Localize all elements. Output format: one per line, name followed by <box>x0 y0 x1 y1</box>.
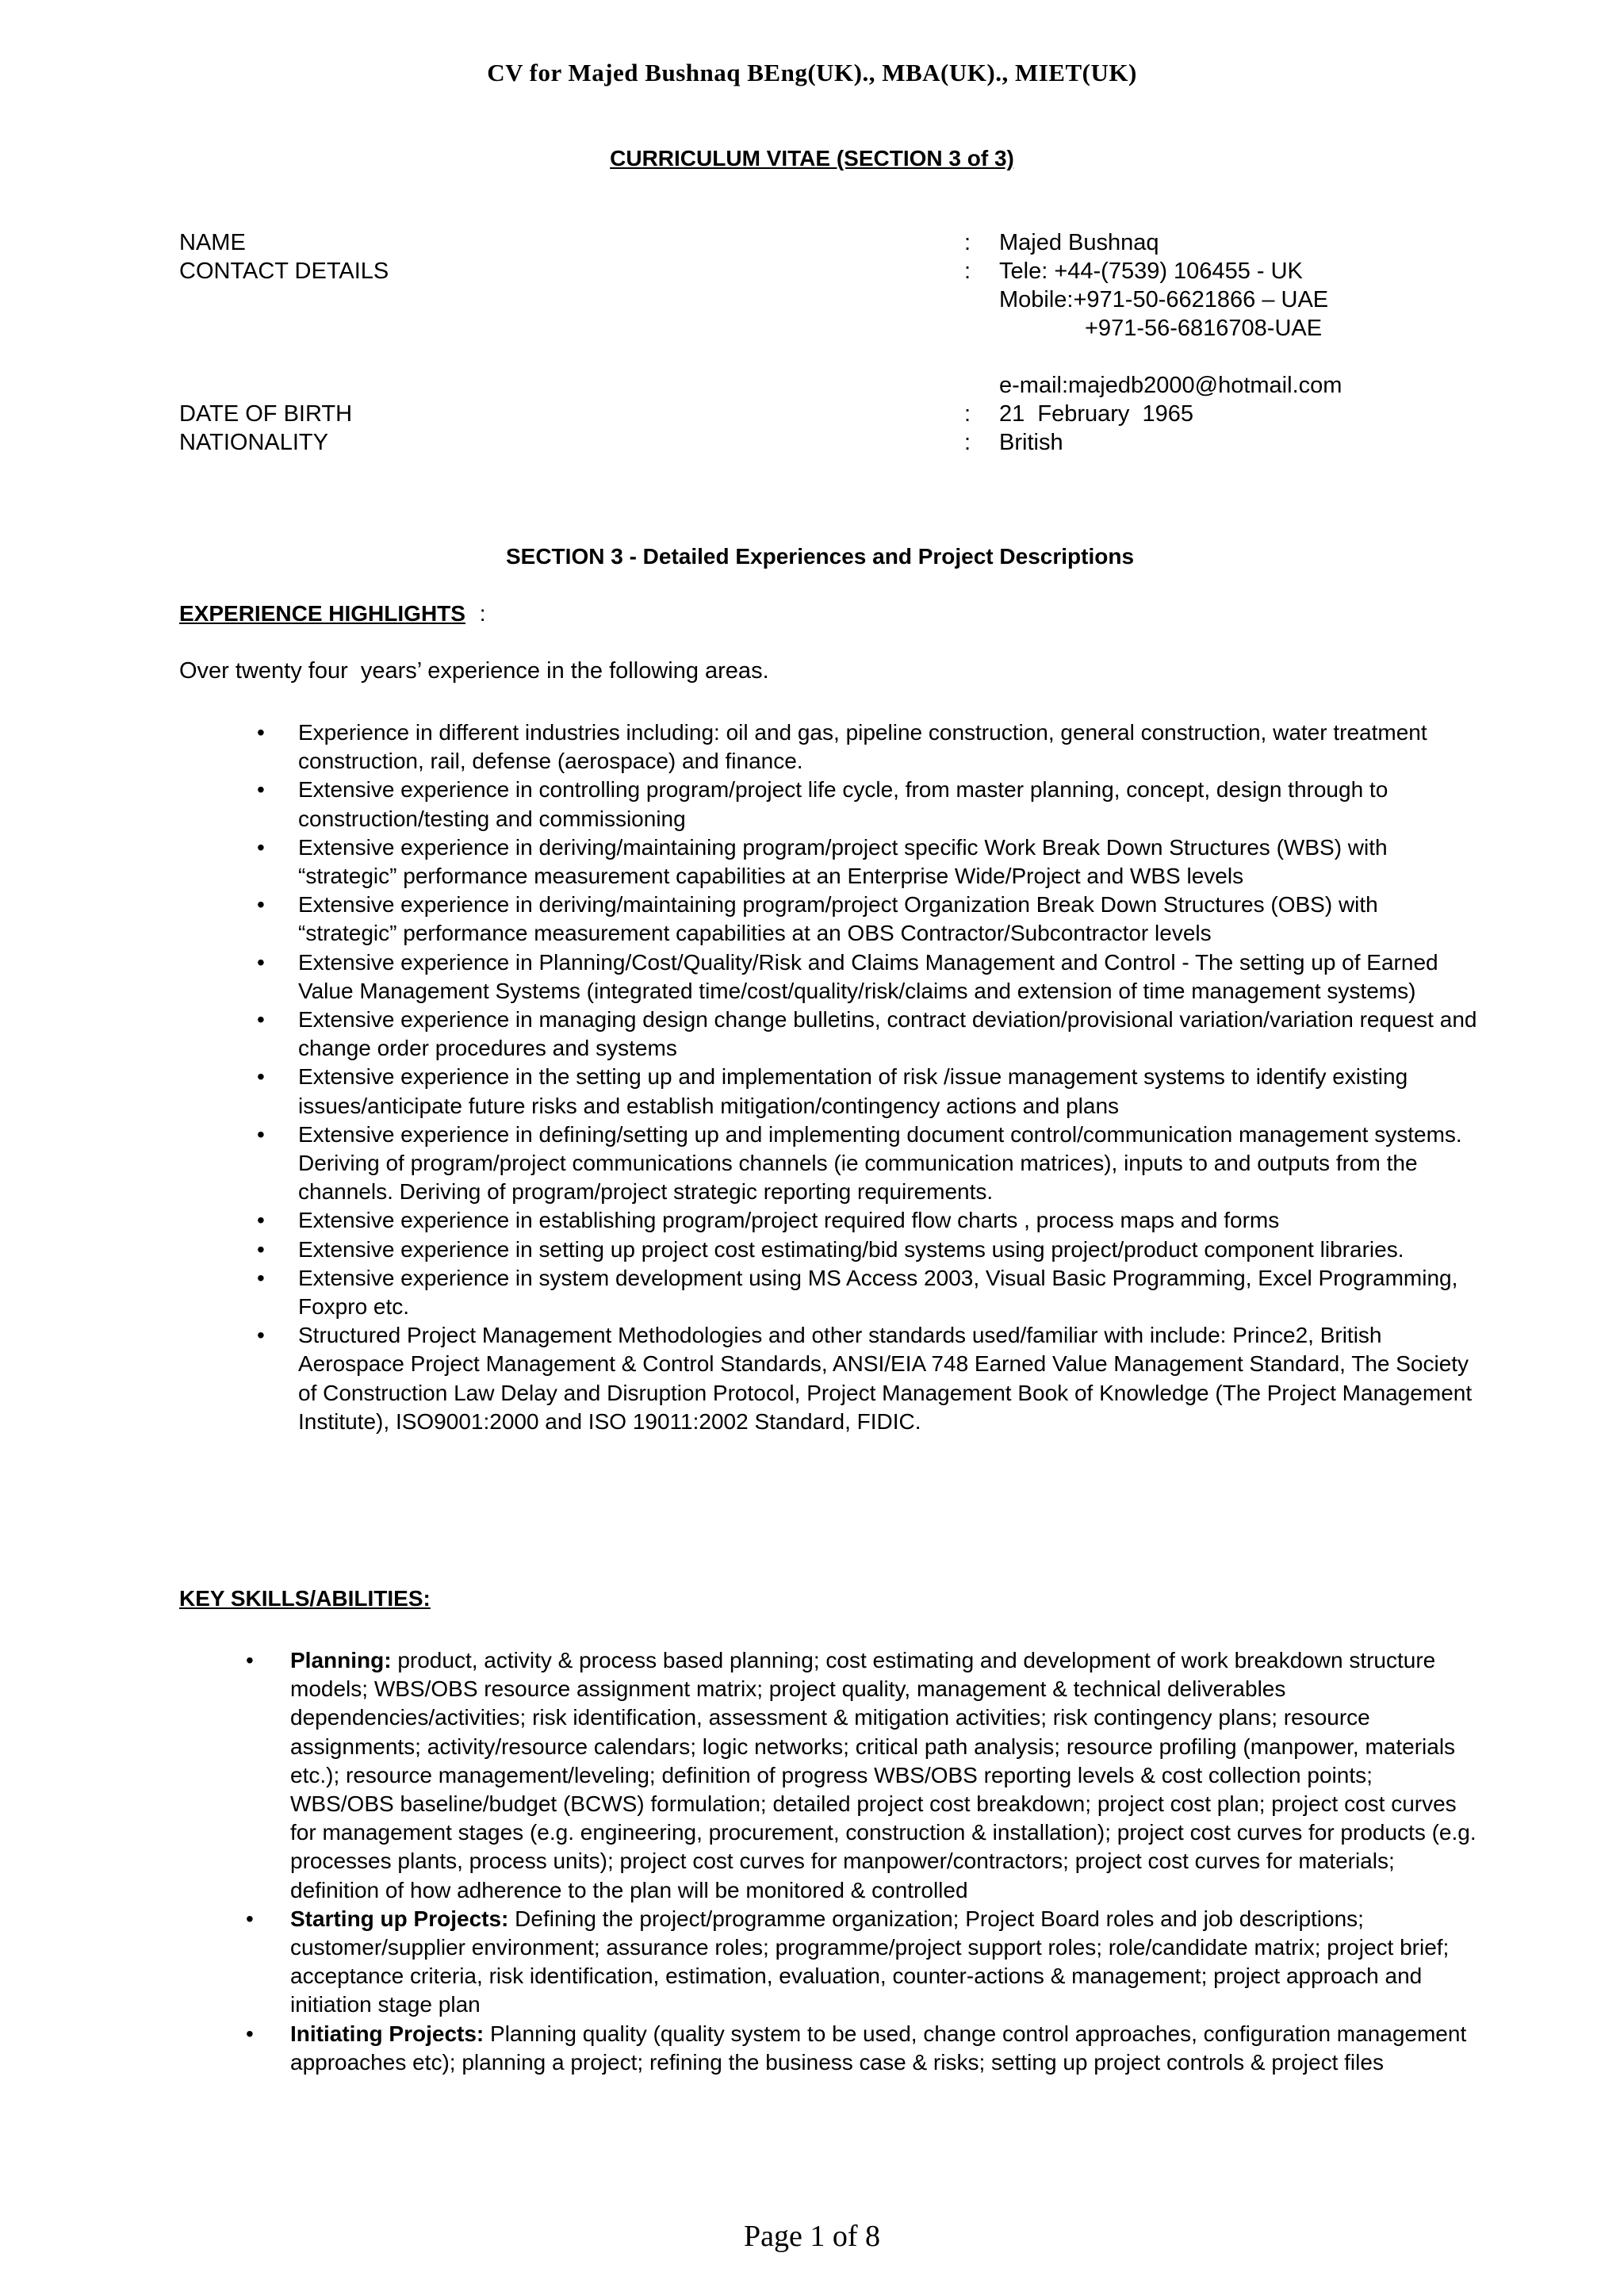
list-item <box>179 1006 1480 1063</box>
list-item <box>179 2020 1480 2077</box>
contact-row-mobile-2 <box>179 314 1480 343</box>
list-item-text: Extensive experience in establishing program/project required flow charts , process maps and forms <box>298 1208 1280 1233</box>
skill-text: Planning quality (quality system to be used, change control approaches, configuration management approaches etc); planning a project; refining the business case & risks; setting up project controls & project files <box>290 2021 1467 2075</box>
contact-mobile-2: +971-56-6816708-UAE <box>1085 316 1323 341</box>
page-number: Page 1 of 8 <box>743 2220 881 2253</box>
bullet-icon: • <box>257 1236 265 1262</box>
key-skills-list <box>179 1646 1480 2077</box>
list-item <box>179 833 1480 891</box>
bullet-icon: • <box>257 892 265 918</box>
page-header-title: CV for Majed Bushnaq BEng(UK)., MBA(UK)., MIET(UK) <box>487 59 1137 86</box>
contact-row-email <box>179 371 1480 400</box>
list-item-text: Extensive experience in setting up project cost estimating/bid systems using project/product component libraries. <box>298 1236 1404 1262</box>
list-item-text: Extensive experience in deriving/maintaining program/project Organization Break Down Structures (OBS) with “strategic” performance measurement capabilities at an OBS Contractor/Subcontractor levels <box>298 892 1378 946</box>
colon: : <box>964 430 971 455</box>
bullet-icon: • <box>257 777 265 803</box>
section-title-text: SECTION 3 - Detailed Experiences and Project Descriptions <box>505 544 1135 569</box>
experience-heading-colon: : <box>479 601 486 626</box>
skill-text: Defining the project/programme organization; Project Board roles and job descriptions; customer/supplier environment; assurance roles; programme/project support roles; role/candidate matrix; project brief; acceptance criteria, risk identification, estimation, evaluation, counter-actions & management; project approach and initiation stage plan <box>290 1906 1450 2017</box>
contact-row-mobile <box>179 285 1480 314</box>
bullet-icon: • <box>257 1265 265 1290</box>
document-title: CURRICULUM VITAE (SECTION 3 of 3) <box>610 146 1014 170</box>
dob-row <box>179 400 1480 428</box>
experience-heading <box>179 601 486 626</box>
list-item-text: Extensive experience in defining/setting up and implementing document control/communication management systems. Deriving of program/project communications channels (ie communication matrices), inputs to and outputs from the channels. Deriving of program/project strategic reporting requirements. <box>298 1121 1462 1205</box>
colon: : <box>964 401 971 427</box>
list-item-text: Extensive experience in deriving/maintaining program/project specific Work Break Down Structures (WBS) with “strategic” performance measurement capabilities at an Enterprise Wide/Project and WBS levels <box>298 834 1388 889</box>
list-item <box>179 1905 1480 2020</box>
dob-value: 21 February 1965 <box>999 401 1194 427</box>
contact-mobile-1: Mobile:+971-50-6621866 – UAE <box>999 287 1329 312</box>
nationality-value: British <box>999 430 1063 455</box>
list-item <box>179 1206 1480 1235</box>
bullet-icon: • <box>246 2021 254 2046</box>
name-label: NAME <box>179 230 246 255</box>
contact-email: e-mail:majedb2000@hotmail.com <box>999 373 1342 398</box>
bullet-icon: • <box>257 949 265 975</box>
list-item <box>179 948 1480 1006</box>
bullet-icon: • <box>257 1007 265 1033</box>
list-item-text: Structured Project Management Methodologies and other standards used/familiar with include: Prince2, British Aerospace Project Management & Control Standards, ANSI/EIA 748 Earned Value Management Standard, The Society of Construction Law Delay and Disruption Protocol, Project Management Book of Knowledge (The Project Management Institute), ISO9001:2000 and ISO 19011:2002 Standard, FIDIC. <box>298 1323 1473 1434</box>
list-item-text: Extensive experience in the setting up and implementation of risk /issue management systems to identify existing issues/anticipate future risks and establish mitigation/contingency actions and plans <box>298 1064 1408 1118</box>
bullet-icon: • <box>257 834 265 860</box>
skill-label: Planning: <box>290 1648 392 1672</box>
list-item <box>179 1236 1480 1264</box>
bullet-icon: • <box>257 1208 265 1233</box>
experience-highlights-list <box>179 718 1480 1436</box>
list-item-text: Experience in different industries including: oil and gas, pipeline construction, general construction, water treatment construction, rail, defense (aerospace) and finance. <box>298 720 1427 774</box>
bullet-icon: • <box>257 1064 265 1090</box>
skill-label: Starting up Projects: <box>290 1906 509 1931</box>
list-item <box>179 1321 1480 1436</box>
personal-details <box>179 228 1480 457</box>
list-item <box>179 891 1480 948</box>
list-item-text: Extensive experience in controlling program/project life cycle, from master planning, concept, design through to construction/testing and commissioning <box>298 777 1388 831</box>
list-item <box>179 1063 1480 1120</box>
colon: : <box>964 259 971 284</box>
key-skills-heading: KEY SKILLS/ABILITIES: <box>179 1586 431 1611</box>
section-title <box>0 544 1624 569</box>
nationality-label: NATIONALITY <box>179 430 328 455</box>
list-item-text: Extensive experience in managing design change bulletins, contract deviation/provisional variation/variation request and change order procedures and systems <box>298 1007 1477 1061</box>
experience-heading-text: EXPERIENCE HIGHLIGHTS <box>179 601 465 626</box>
nationality-row <box>179 428 1480 457</box>
list-item-text: Extensive experience in Planning/Cost/Quality/Risk and Claims Management and Control - The setting up of Earned Value Management Systems (integrated time/cost/quality/risk/claims and extension of time management systems) <box>298 949 1438 1003</box>
skill-label: Initiating Projects: <box>290 2021 485 2046</box>
bullet-icon: • <box>257 1323 265 1348</box>
colon: : <box>964 230 971 255</box>
contact-row <box>179 257 1480 285</box>
name-value: Majed Bushnaq <box>999 230 1159 255</box>
dob-label: DATE OF BIRTH <box>179 401 353 427</box>
list-item <box>179 776 1480 833</box>
experience-intro: Over twenty four years’ experience in the following areas. <box>179 658 769 684</box>
bullet-icon: • <box>246 1648 254 1672</box>
list-item <box>179 718 1480 776</box>
list-item-text: Extensive experience in system development using MS Access 2003, Visual Basic Programming, Excel Programming, Foxpro etc. <box>298 1265 1458 1320</box>
contact-tele: Tele: +44-(7539) 106455 - UK <box>999 259 1303 284</box>
skill-text: product, activity & process based planning; cost estimating and development of work breakdown structure models; WBS/OBS resource assignment matrix; project quality, management & technical deliverables dependencies/activities; risk identification, assessment & mitigation activities; risk contingency plans; resource assignments; activity/resource calendars; logic networks; critical path analysis; resource profiling (manpower, materials etc.); resource management/leveling; definition of progress WBS/OBS reporting levels & cost collection points; WBS/OBS baseline/budget (BCWS) formulation; detailed project cost breakdown; project cost plan; project cost curves for management stages (e.g. engineering, procurement, construction & installation); project cost curves for products (e.g. processes plants, process units); project cost curves for manpower/contractors; project cost curves for materials; definition of how adherence to the plan will be monitored & controlled <box>290 1648 1477 1902</box>
bullet-icon: • <box>257 720 265 745</box>
name-row <box>179 228 1480 257</box>
list-item <box>179 1121 1480 1207</box>
bullet-icon: • <box>257 1121 265 1147</box>
list-item <box>179 1646 1480 1905</box>
contact-label: CONTACT DETAILS <box>179 259 389 284</box>
bullet-icon: • <box>246 1906 254 1931</box>
list-item <box>179 1264 1480 1321</box>
